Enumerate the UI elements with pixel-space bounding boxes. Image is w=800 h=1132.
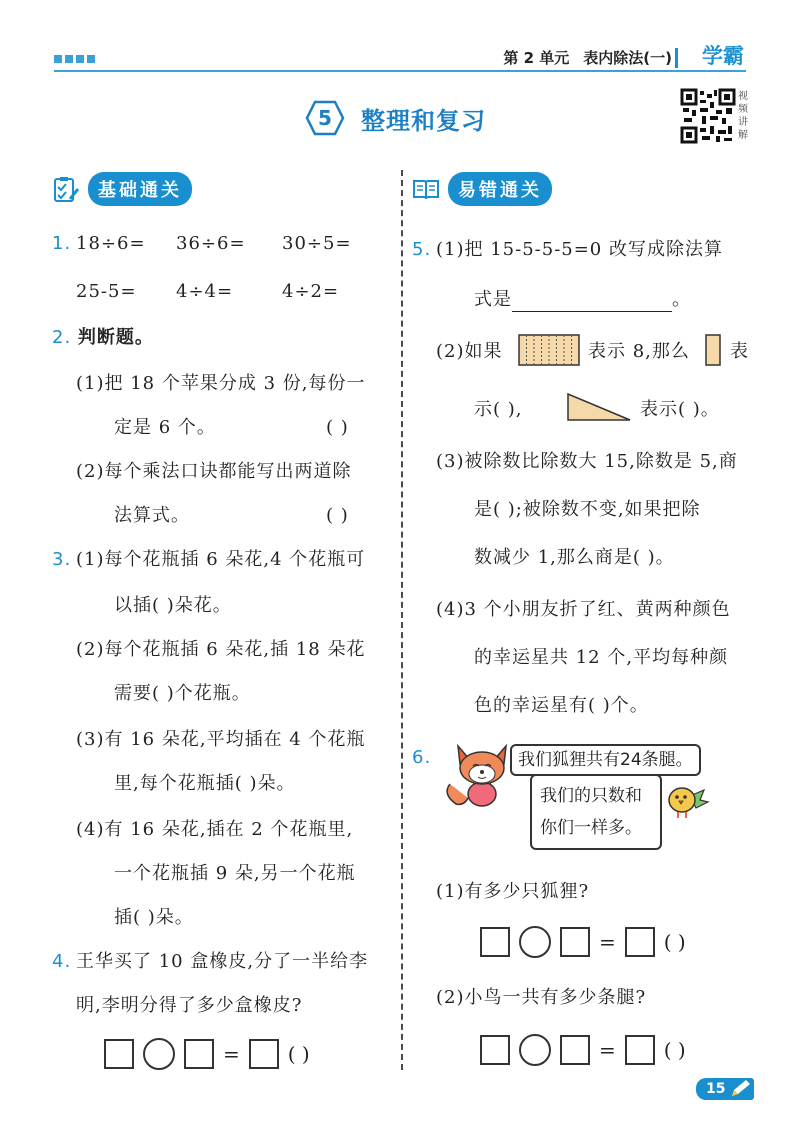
q1-item-4: 25-5= — [76, 281, 137, 302]
q5-part3-line2[interactable]: 是( );被除数不变,如果把除 — [474, 499, 701, 520]
q3-part4-line3[interactable]: 插( )朵。 — [114, 907, 194, 928]
q5-part2-b: 表示 8,那么 — [588, 341, 690, 362]
checklist-icon — [52, 175, 80, 203]
q6-p2-box-2[interactable] — [560, 1035, 590, 1065]
q4-box-1[interactable] — [104, 1039, 134, 1069]
lesson-number: 5 — [318, 106, 332, 130]
bird-illustration — [664, 780, 710, 822]
q6-num: 6. — [412, 747, 432, 768]
bar-8-parts-icon — [518, 334, 580, 366]
q2-header — [52, 326, 154, 350]
q1-item-1: 18÷6= — [76, 233, 146, 254]
q5-part1-line1: (1)把 15-5-5-5=0 改写成除法算 — [436, 239, 723, 260]
q2-part1-answer[interactable]: ( ) — [326, 417, 349, 438]
q6-part2: (2)小鸟一共有多少条腿? — [436, 987, 647, 1008]
q2-title: 判断题。 — [77, 327, 154, 348]
q2-part2-line2: 法算式。 — [114, 505, 190, 526]
q6-p2-box-1[interactable] — [480, 1035, 510, 1065]
section-basic — [52, 172, 192, 206]
q4-result-box[interactable] — [249, 1039, 279, 1069]
lesson-title — [305, 100, 486, 136]
q1-item-2: 36÷6= — [176, 233, 246, 254]
q1-item-6: 4÷2= — [282, 281, 340, 302]
q6-p1-operator-circle[interactable] — [519, 926, 551, 958]
q3-part4-line2: 一个花瓶插 9 朵,另一个花瓶 — [114, 863, 356, 884]
q5-number — [412, 238, 431, 262]
fox-illustration — [444, 740, 510, 808]
q5-part2-d[interactable]: 示( ), — [474, 399, 523, 420]
q6-part1-equation — [480, 926, 686, 958]
q4-operator-circle[interactable] — [143, 1038, 175, 1070]
bird-speech-line1: 我们的只数和 — [540, 786, 642, 806]
q3-number — [52, 548, 71, 572]
bird-speech-line2: 你们一样多。 — [540, 818, 642, 838]
q6-p1-box-1[interactable] — [480, 927, 510, 957]
q4-line2: 明,李明分得了多少盒橡皮? — [76, 995, 303, 1016]
q3-part1-line2[interactable]: 以插( )朵花。 — [114, 595, 232, 616]
header-rule — [54, 70, 746, 72]
q1 — [52, 232, 71, 256]
page-title: 整理和复习 — [361, 106, 486, 135]
q3-part2-line2[interactable]: 需要( )个花瓶。 — [114, 683, 251, 704]
q6-p1-box-2[interactable] — [560, 927, 590, 957]
section-error-prone — [412, 172, 552, 206]
q3-part3-line1: (3)有 16 朵花,平均插在 4 个花瓶 — [76, 729, 366, 750]
q3-part1-line1: (1)每个花瓶插 6 朵花,4 个花瓶可 — [76, 549, 366, 570]
q2-number: 2. — [52, 327, 72, 348]
q1-item-3: 30÷5= — [282, 233, 352, 254]
q5-part4-line1: (4)3 个小朋友折了红、黄两种颜色 — [436, 599, 731, 620]
q6-p2-operator-circle[interactable] — [519, 1034, 551, 1066]
brand-divider — [675, 48, 678, 68]
q3-part4-line1: (4)有 16 朵花,插在 2 个花瓶里, — [76, 819, 354, 840]
pencil-icon — [726, 1076, 754, 1102]
q3-part2-line1: (2)每个花瓶插 6 朵花,插 18 朵花 — [76, 639, 366, 660]
book-icon — [412, 175, 440, 203]
q5-answer-line[interactable] — [512, 294, 672, 312]
bird-speech-bubble — [530, 774, 662, 850]
section-error-prone-label: 易错通关 — [448, 172, 552, 206]
q5-part3-line1: (3)被除数比除数大 15,除数是 5,商 — [436, 451, 738, 472]
q1-item-5: 4÷4= — [176, 281, 234, 302]
q4-unit-paren[interactable]: ( ) — [287, 1042, 310, 1066]
qr-code-icon[interactable] — [680, 88, 736, 144]
q4-equation — [104, 1038, 310, 1070]
q6-part2-equation — [480, 1034, 686, 1066]
q6-number — [412, 746, 431, 770]
qr-video-label: 视频讲解 — [738, 91, 748, 141]
lesson-number-badge — [305, 100, 345, 136]
q6-part1: (1)有多少只狐狸? — [436, 881, 590, 902]
q4-box-2[interactable] — [184, 1039, 214, 1069]
q6-p1-equals: = — [599, 930, 616, 954]
page-number: 15 — [696, 1078, 744, 1100]
q4-num: 4. — [52, 951, 72, 972]
q5-part2-a: (2)如果 — [436, 341, 503, 362]
q6-p2-result-box[interactable] — [625, 1035, 655, 1065]
q5-part1-line2 — [474, 288, 691, 312]
q6-p2-unit-paren[interactable]: ( ) — [663, 1038, 686, 1062]
header-text — [503, 47, 672, 68]
q5-part2-c: 表 — [730, 341, 749, 362]
q6-p1-unit-paren[interactable]: ( ) — [663, 930, 686, 954]
q2-part2-answer[interactable]: ( ) — [326, 505, 349, 526]
q2-part1-line1: (1)把 18 个苹果分成 3 份,每份一 — [76, 373, 366, 394]
q4-number — [52, 950, 71, 974]
q1-number: 1. — [52, 233, 72, 254]
column-divider — [401, 170, 403, 1070]
q5-part2-e[interactable]: 表示( )。 — [640, 399, 720, 420]
q5-part4-line3[interactable]: 色的幸运星有( )个。 — [474, 695, 649, 716]
brand-logo: 学霸 — [702, 44, 744, 68]
q3-part3-line2[interactable]: 里,每个花瓶插( )朵。 — [114, 773, 296, 794]
fox-speech-bubble: 我们狐狸共有24条腿。 — [510, 744, 701, 776]
q2-part2-line1: (2)每个乘法口诀都能写出两道除 — [76, 461, 352, 482]
q6-p2-equals: = — [599, 1038, 616, 1062]
section-basic-label: 基础通关 — [88, 172, 192, 206]
q5-part3-line3[interactable]: 数减少 1,那么商是( )。 — [474, 547, 675, 568]
unit-label: 第 2 单元 — [503, 49, 570, 67]
q3-num: 3. — [52, 549, 72, 570]
q5-num: 5. — [412, 239, 432, 260]
q6-p1-result-box[interactable] — [625, 927, 655, 957]
q4-equals: = — [223, 1042, 240, 1066]
q4-line1: 王华买了 10 盒橡皮,分了一半给李 — [76, 951, 369, 972]
q2-part1-line2: 定是 6 个。 — [114, 417, 216, 438]
q5-part1-prefix: 式是 — [474, 289, 512, 310]
q5-part1-suffix: 。 — [672, 289, 691, 310]
triangle-icon — [566, 390, 632, 422]
topic-label: 表内除法(一) — [583, 49, 672, 67]
q5-part4-line2: 的幸运星共 12 个,平均每种颜 — [474, 647, 729, 668]
header-decoration — [54, 55, 95, 63]
single-part-icon — [705, 334, 721, 366]
